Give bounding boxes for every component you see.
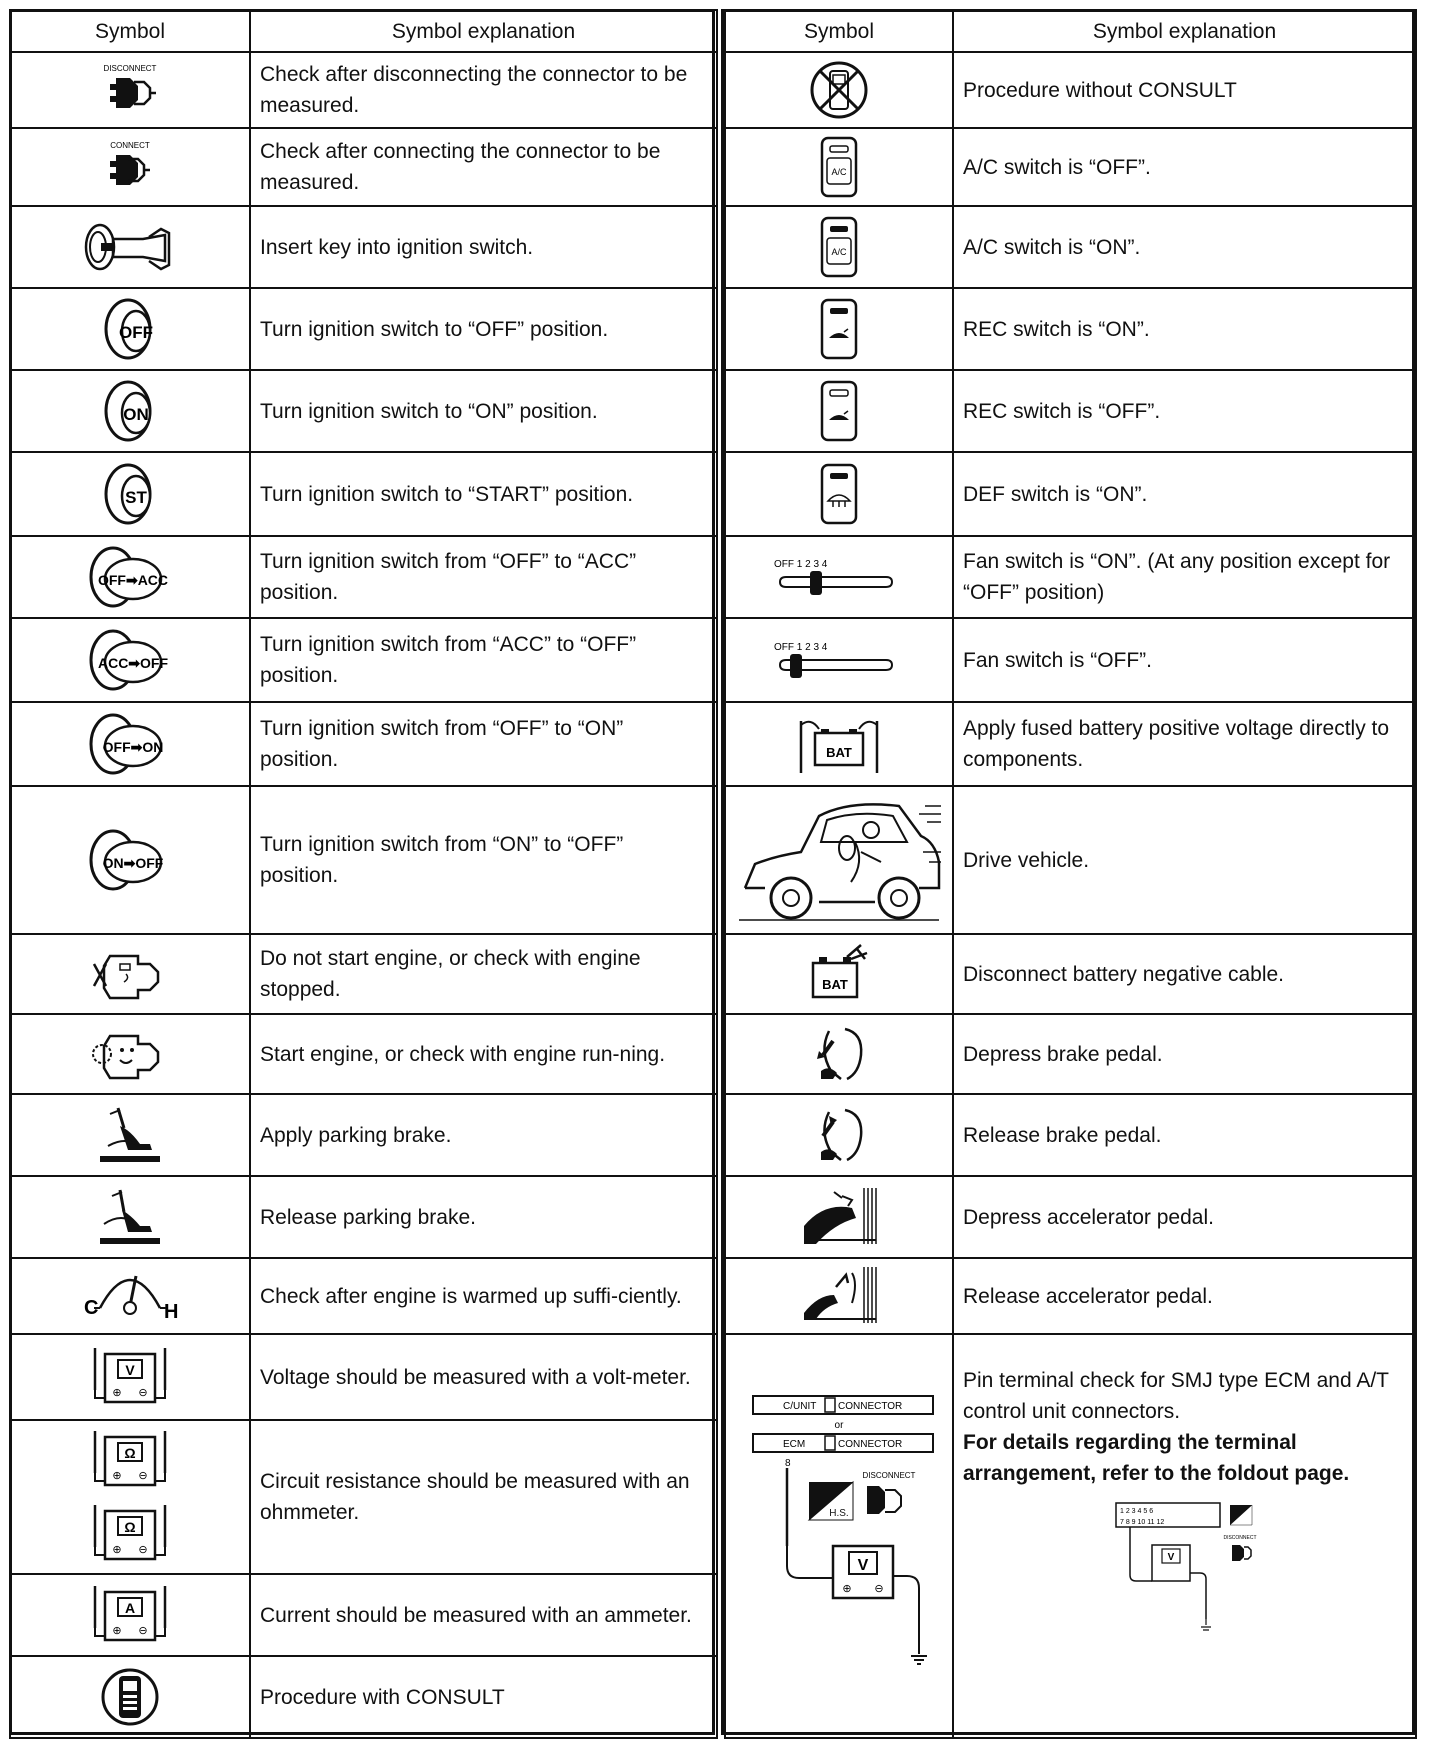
connect-connector-icon	[10, 128, 250, 206]
fan-switch-off-icon	[725, 618, 953, 702]
svg-text:V: V	[125, 1362, 135, 1378]
row-text: Circuit resistance should be measured with an ohmmeter.	[250, 1420, 717, 1574]
row-text: A/C switch is “OFF”.	[953, 128, 1416, 206]
svg-text:OFF: OFF	[119, 323, 153, 342]
row-text: Turn ignition switch from “ON” to “OFF” position.	[250, 786, 717, 934]
svg-text:⊕: ⊕	[112, 1387, 122, 1399]
svg-text:ON➡OFF: ON➡OFF	[102, 855, 164, 871]
consult-icon	[10, 1656, 250, 1738]
row-text: Turn ignition switch from “OFF” to “ON” position.	[250, 702, 717, 786]
table-row	[10, 1334, 717, 1420]
row-text: Voltage should be measured with a volt-meter.	[250, 1334, 717, 1420]
symbol-header: Symbol	[725, 10, 953, 52]
svg-text:OFF➡ON: OFF➡ON	[102, 739, 164, 755]
svg-text:V: V	[1167, 1552, 1174, 1563]
svg-text:⊕: ⊕	[842, 1583, 852, 1595]
svg-text:⊖: ⊖	[138, 1470, 148, 1482]
row-text: Apply parking brake.	[250, 1094, 717, 1176]
svg-text:⊕: ⊕	[112, 1470, 122, 1482]
svg-text:C/UNIT: C/UNIT	[783, 1401, 817, 1412]
table-row	[10, 128, 717, 206]
row-text: Start engine, or check with engine run-ning.	[250, 1014, 717, 1094]
left-symbol-table	[9, 9, 718, 1739]
ac-switch-on-icon	[725, 206, 953, 288]
explanation-header: Symbol explanation	[250, 10, 717, 52]
ignition-off-icon	[10, 288, 250, 370]
ac-switch-off-icon	[725, 128, 953, 206]
svg-text:H: H	[164, 1301, 179, 1323]
table-row	[10, 1094, 717, 1176]
svg-text:H.S.: H.S.	[829, 1508, 849, 1519]
table-row	[725, 206, 1416, 288]
depress-accelerator-icon	[725, 1176, 953, 1258]
row-text: Turn ignition switch from “OFF” to “ACC” position.	[250, 536, 717, 618]
svg-text:BAT: BAT	[826, 745, 852, 760]
svg-text:DISCONNECT: DISCONNECT	[1222, 1535, 1257, 1541]
table-row	[725, 934, 1416, 1014]
table-row	[725, 1258, 1416, 1334]
svg-text:ECM: ECM	[783, 1439, 806, 1450]
svg-text:A/C: A/C	[831, 247, 847, 257]
row-text: REC switch is “OFF”.	[953, 370, 1416, 452]
row-text: Check after engine is warmed up suffi-ciently.	[250, 1258, 717, 1334]
row-text: Turn ignition switch to “ON” position.	[250, 370, 717, 452]
def-switch-on-icon	[725, 452, 953, 536]
table-row	[10, 1420, 717, 1574]
svg-text:ACC➡OFF: ACC➡OFF	[97, 655, 169, 671]
svg-text:ON: ON	[123, 405, 149, 424]
svg-text:OFF 1 2 3 4: OFF 1 2 3 4	[774, 559, 828, 570]
svg-text:⊖: ⊖	[138, 1544, 148, 1556]
explanation-header: Symbol explanation	[953, 10, 1416, 52]
svg-text:⊖: ⊖	[138, 1387, 148, 1399]
pin-terminal-check-icon	[725, 1334, 953, 1738]
no-consult-icon	[725, 52, 953, 128]
svg-text:OFF➡ACC: OFF➡ACC	[97, 572, 169, 588]
table-row	[725, 618, 1416, 702]
svg-text:⊕: ⊕	[112, 1625, 122, 1637]
table-row	[725, 1334, 1416, 1738]
svg-text:1 2 3 4 5 6: 1 2 3 4 5 6	[1119, 1508, 1153, 1515]
table-row	[725, 536, 1416, 618]
ignition-start-icon	[10, 452, 250, 536]
table-row	[10, 618, 717, 702]
header-row	[725, 10, 1416, 52]
row-text: Do not start engine, or check with engine stopped.	[250, 934, 717, 1014]
row-text: REC switch is “ON”.	[953, 288, 1416, 370]
temperature-gauge-icon	[10, 1258, 250, 1334]
row-text: Turn ignition switch from “ACC” to “OFF” position.	[250, 618, 717, 702]
table-row	[10, 1176, 717, 1258]
table-row	[725, 786, 1416, 934]
header-row	[10, 10, 717, 52]
row-text: Check after connecting the connector to be measured.	[250, 128, 717, 206]
right-symbol-table	[724, 9, 1417, 1739]
table-row	[10, 206, 717, 288]
row-text: Depress accelerator pedal.	[953, 1176, 1416, 1258]
ignition-on-icon	[10, 370, 250, 452]
ohmmeter-icon	[10, 1420, 250, 1574]
table-row	[10, 370, 717, 452]
engine-running-icon	[10, 1014, 250, 1094]
apply-parking-brake-icon	[10, 1094, 250, 1176]
row-text: Fan switch is “ON”. (At any position except for “OFF” position)	[953, 536, 1416, 618]
table-row	[10, 452, 717, 536]
ignition-off-to-acc-icon	[10, 536, 250, 618]
depress-brake-pedal-icon	[725, 1014, 953, 1094]
table-row	[725, 52, 1416, 128]
svg-text:V: V	[857, 1557, 869, 1574]
table-row	[10, 1014, 717, 1094]
row-text: A/C switch is “ON”.	[953, 206, 1416, 288]
svg-text:C: C	[84, 1297, 99, 1319]
row-text: Release accelerator pedal.	[953, 1258, 1416, 1334]
table-row	[10, 1656, 717, 1738]
table-row	[10, 934, 717, 1014]
rec-switch-on-icon	[725, 288, 953, 370]
release-brake-pedal-icon	[725, 1094, 953, 1176]
disconnect-connector-icon	[10, 52, 250, 128]
release-accelerator-icon	[725, 1258, 953, 1334]
row-text: Apply fused battery positive voltage directly to components.	[953, 702, 1416, 786]
row-text: DEF switch is “ON”.	[953, 452, 1416, 536]
table-row	[10, 536, 717, 618]
svg-text:⊖: ⊖	[138, 1625, 148, 1637]
svg-text:8: 8	[785, 1458, 791, 1469]
svg-text:CONNECTOR: CONNECTOR	[838, 1401, 903, 1412]
ignition-on-to-off-icon	[10, 786, 250, 934]
table-row	[725, 370, 1416, 452]
svg-text:DISCONNECT: DISCONNECT	[103, 64, 157, 73]
row-text: Turn ignition switch to “START” position.	[250, 452, 717, 536]
row-text: Procedure with CONSULT	[250, 1656, 717, 1738]
battery-voltage-icon	[725, 702, 953, 786]
svg-text:7 8 9 10 11 12: 7 8 9 10 11 12	[1119, 1519, 1164, 1526]
svg-text:A: A	[124, 1600, 136, 1616]
table-row	[10, 288, 717, 370]
row-text: Depress brake pedal.	[953, 1014, 1416, 1094]
drive-vehicle-icon	[725, 786, 953, 934]
pin-check-foldout-note: For details regarding the terminal arrangement, refer to the foldout page.	[963, 1431, 1350, 1485]
ammeter-icon	[10, 1574, 250, 1656]
row-text: Insert key into ignition switch.	[250, 206, 717, 288]
svg-text:DISCONNECT: DISCONNECT	[862, 1471, 916, 1480]
table-row	[725, 128, 1416, 206]
svg-text:or: or	[834, 1420, 844, 1431]
table-row	[725, 1176, 1416, 1258]
table-row	[10, 1258, 717, 1334]
table-row	[725, 1094, 1416, 1176]
fan-switch-on-icon	[725, 536, 953, 618]
row-text: Release parking brake.	[250, 1176, 717, 1258]
svg-text:OFF 1 2 3 4: OFF 1 2 3 4	[774, 642, 828, 653]
svg-text:⊕: ⊕	[112, 1544, 122, 1556]
row-text: Check after disconnecting the connector to be measured.	[250, 52, 717, 128]
row-text: Fan switch is “OFF”.	[953, 618, 1416, 702]
svg-text:A/C: A/C	[831, 167, 847, 177]
row-text: Drive vehicle.	[953, 786, 1416, 934]
pin-check-text: Pin terminal check for SMJ type ECM and A/T control unit connectors.	[963, 1369, 1389, 1423]
table-row	[725, 288, 1416, 370]
release-parking-brake-icon	[10, 1176, 250, 1258]
table-row	[725, 452, 1416, 536]
table-row	[10, 1574, 717, 1656]
ignition-off-to-on-icon	[10, 702, 250, 786]
small-pin-diagram	[963, 1497, 1406, 1646]
ignition-acc-to-off-icon	[10, 618, 250, 702]
table-row	[10, 52, 717, 128]
pin-terminal-check-cell	[953, 1334, 1416, 1738]
insert-key-icon	[10, 206, 250, 288]
row-text: Current should be measured with an ammeter.	[250, 1574, 717, 1656]
voltmeter-icon	[10, 1334, 250, 1420]
row-text: Turn ignition switch to “OFF” position.	[250, 288, 717, 370]
svg-text:Ω: Ω	[124, 1445, 136, 1461]
svg-text:Ω: Ω	[124, 1519, 136, 1535]
table-row	[10, 702, 717, 786]
svg-text:CONNECTOR: CONNECTOR	[838, 1439, 903, 1450]
table-row	[725, 1014, 1416, 1094]
svg-text:BAT: BAT	[822, 977, 848, 992]
table-row	[10, 786, 717, 934]
svg-text:⊖: ⊖	[874, 1583, 884, 1595]
symbol-header: Symbol	[10, 10, 250, 52]
row-text: Procedure without CONSULT	[953, 52, 1416, 128]
table-row	[725, 702, 1416, 786]
rec-switch-off-icon	[725, 370, 953, 452]
svg-text:CONNECT: CONNECT	[110, 141, 150, 150]
row-text: Disconnect battery negative cable.	[953, 934, 1416, 1014]
svg-text:ST: ST	[125, 488, 147, 507]
battery-disconnect-icon	[725, 934, 953, 1014]
row-text: Release brake pedal.	[953, 1094, 1416, 1176]
engine-stopped-icon	[10, 934, 250, 1014]
